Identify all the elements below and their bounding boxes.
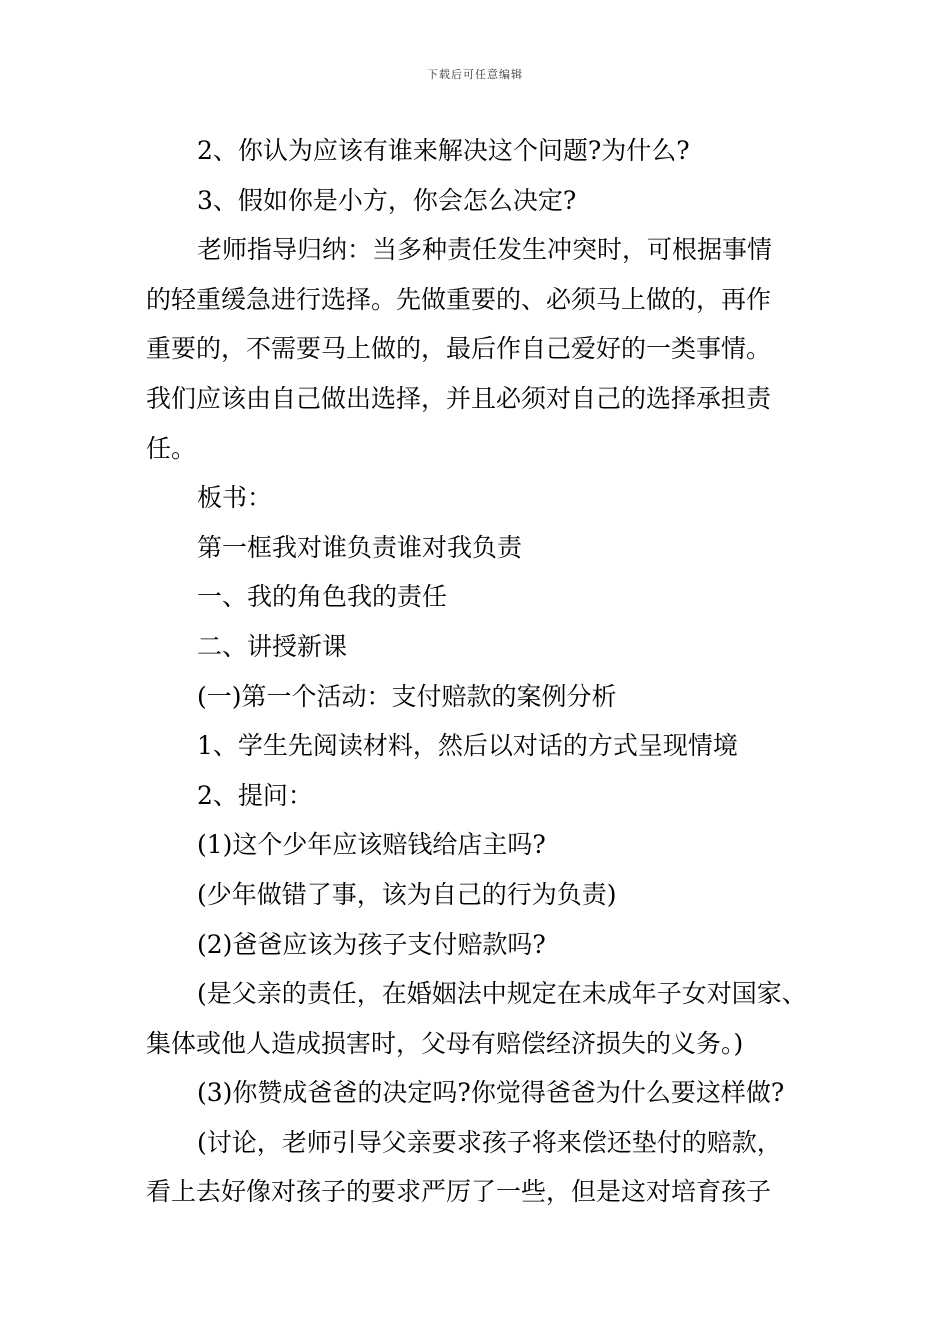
text-line: 2、提问：	[197, 780, 313, 810]
text-line: 1、学生先阅读材料，然后以对话的方式呈现情境	[197, 731, 738, 761]
document-body	[146, 126, 811, 1217]
text-line: 我们应该由自己做出选择，并且必须对自己的选择承担责	[146, 383, 772, 413]
text-line: 重要的，不需要马上做的，最后作自己爱好的一类事情。	[146, 334, 772, 364]
text-line: (一)第一个活动：支付赔款的案例分析	[197, 681, 617, 711]
text-line: (少年做错了事，该为自己的行为负责)	[197, 879, 617, 909]
text-line: 2、你认为应该有谁来解决这个问题?为什么?	[197, 136, 690, 165]
text-line: 任。	[146, 433, 197, 463]
text-line: 老师指导归纳：当多种责任发生冲突时，可根据事情	[197, 235, 773, 265]
text-line: (3)你赞成爸爸的决定吗?你觉得爸爸为什么要这样做?	[197, 1078, 785, 1108]
text-line: 一、我的角色我的责任	[197, 582, 448, 612]
text-line: 二、讲授新课	[197, 631, 348, 661]
text-line: 看上去好像对孩子的要求严厉了一些，但是这对培育孩子	[146, 1177, 772, 1207]
text-line: 3、假如你是小方，你会怎么决定?	[197, 185, 577, 215]
text-line: (2)爸爸应该为孩子支付赔款吗?	[197, 929, 546, 959]
text-line: (讨论，老师引导父亲要求孩子将来偿还垫付的赔款，	[197, 1127, 782, 1157]
text-line: 板书：	[197, 483, 273, 513]
text-line: 的轻重缓急进行选择。先做重要的、必须马上做的，再作	[146, 284, 772, 314]
text-line: (1)这个少年应该赔钱给店主吗?	[197, 830, 546, 860]
text-line: (是父亲的责任，在婚姻法中规定在未成年子女对国家、	[197, 979, 807, 1009]
text-line: 第一框我对谁负责谁对我负责	[197, 532, 523, 562]
text-line: 集体或他人造成损害时，父母有赔偿经济损失的义务。)	[146, 1028, 744, 1058]
page-header: 下载后可任意编辑	[427, 68, 523, 81]
